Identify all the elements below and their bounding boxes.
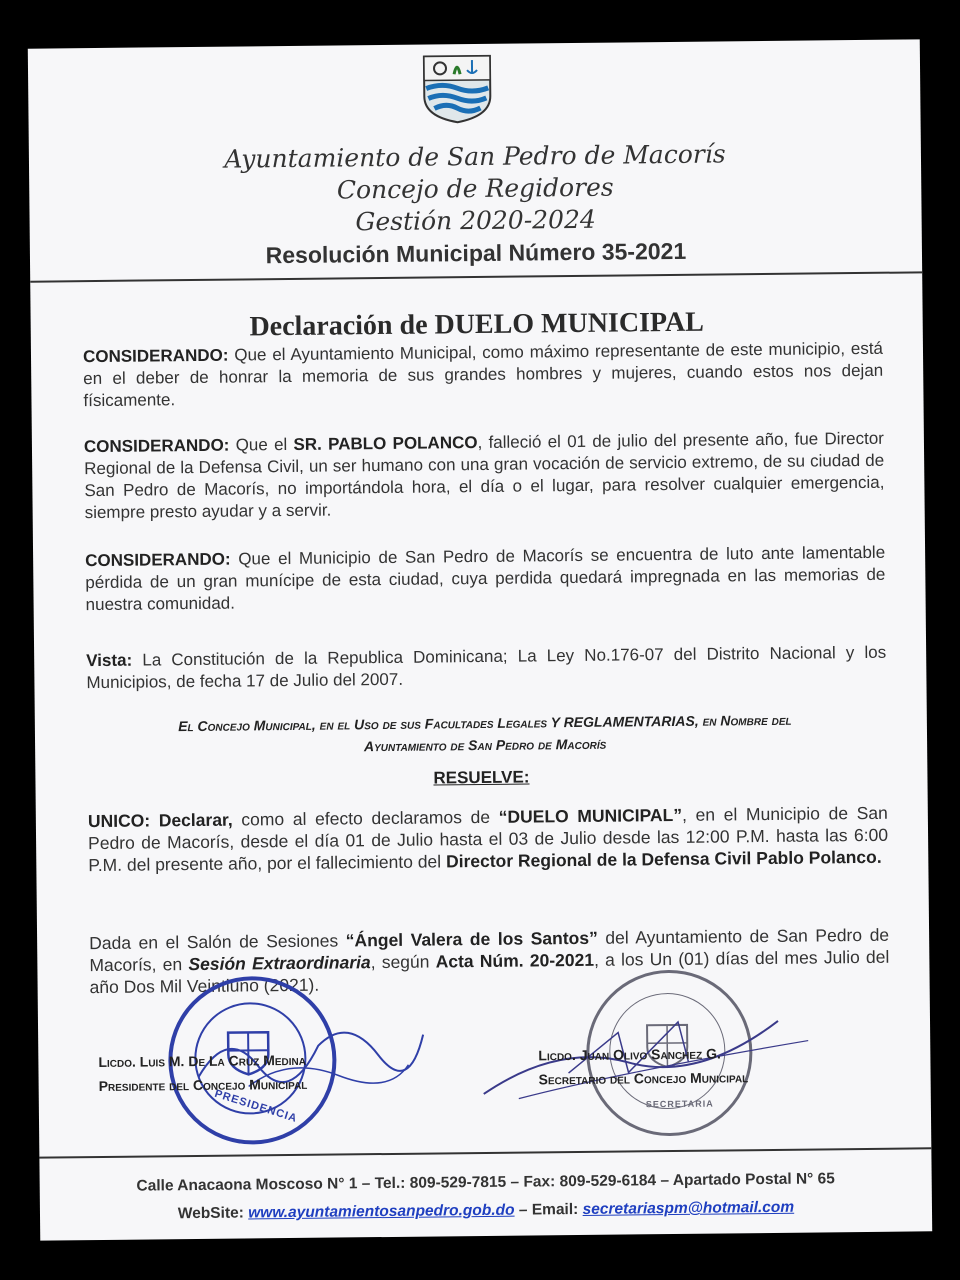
secretary-name: Licdo. Juan Olivo Sanchez G. — [538, 1045, 721, 1064]
deceased-name: SR. PABLO POLANCO — [293, 433, 478, 454]
council-statement — [75, 708, 895, 761]
duelo-quote: “DUELO MUNICIPAL” — [498, 804, 683, 827]
dada-text: , según — [370, 951, 430, 973]
considerando-text: Que el Municipio de San Pedro de Macorís se encuentra de luto ante lamentable pérdida de un gran munícipe de esta ciudad, cuya perdida quedará impregnada en las memorias de nuestra comunidad. — [85, 542, 886, 615]
council-statement-line2: Ayuntamiento de San Pedro de Macorís — [363, 735, 607, 755]
considerando-label: CONSIDERANDO: — [85, 549, 231, 571]
footer-address: Calle Anacaona Moscoso N° 1 – Tel.: 809-529-7815 – Fax: 809-529-6184 – Apartado Postal N° 65 — [136, 1170, 835, 1195]
header-council: Concejo de Regidores — [336, 172, 614, 205]
president-title: Presidente del Concejo Municipal — [98, 1075, 308, 1095]
unico-text: , en el Municipio de San Pedro de Macorís, desde el día 01 de Julio hasta el 03 de Julio desde las 12:00 P.M. hasta las 6:00 P.M. del presente año, por el fallecimiento del — [88, 802, 889, 876]
header-term: Gestión 2020-2024 — [355, 204, 596, 237]
vista-paragraph — [86, 642, 886, 694]
unico-paragraph — [88, 802, 889, 876]
sesion-type: Sesión Extraordinaria — [188, 952, 371, 975]
footer-divider — [39, 1147, 931, 1158]
secretary-title: Secretario del Concejo Municipal — [538, 1069, 749, 1088]
unico-text: como al efecto declaramos de — [241, 806, 491, 830]
considerando-2 — [84, 428, 885, 524]
considerando-text: Que el — [235, 435, 288, 455]
considerando-text: Que el Ayuntamiento Municipal, como máximo representante de este municipio, está en el deber de honrar la memoria de sus grandes hombres y mujeres, cuando estos nos dejan físicamente. — [83, 338, 884, 411]
municipal-crest-logo — [420, 52, 495, 125]
dada-text: del Ayuntamiento de San Pedro de Macorís, en — [89, 924, 890, 976]
document-title: Declaración de DUELO MUNICIPAL — [249, 306, 705, 343]
stamp-word: PRESIDENCIA — [213, 1087, 299, 1125]
footer-contact — [40, 1197, 932, 1224]
resuelve-heading: RESUELVE: — [433, 767, 530, 788]
website-link[interactable]: www.ayuntamientosanpedro.gob.do — [248, 1201, 515, 1222]
header-municipality: Ayuntamiento de San Pedro de Macorís — [224, 139, 726, 174]
vista-label: Vista: — [86, 650, 133, 671]
email-link[interactable]: secretariaspm@hotmail.com — [582, 1198, 795, 1218]
resolution-number: Resolución Municipal Número 35-2021 — [265, 237, 687, 269]
website-label: WebSite: — [177, 1204, 244, 1223]
email-label: – Email: — [518, 1201, 579, 1219]
council-statement-line1: El Concejo Municipal, en el Uso de sus Facultades Legales Y REGLAMENTARIAS, en Nombre del — [178, 711, 792, 735]
secretary-signature-block — [538, 1041, 748, 1091]
president-name: Licdo. Luis M. De La Cruz Medina — [98, 1051, 307, 1071]
president-signature-block — [98, 1048, 307, 1098]
unico-bold-end: Director Regional de la Defensa Civil Pablo Polanco. — [445, 846, 882, 872]
considerando-text: , falleció el 01 de julio del presente año, fue Director Regional de la Defensa Civil, un ser humano con una gran vocación de servicio extremo, de su ciudad de San Pedro de Macorís, no importándola hora, el día o el lugar, para resolver cualquier emergencia, siempre presto ayudar y a servir. — [84, 428, 885, 523]
stamp-word: SECRETARIA — [645, 1098, 714, 1110]
dada-text: Dada en el Salón de Sesiones — [89, 930, 339, 954]
salon-name: “Ángel Valera de los Santos” — [345, 927, 598, 951]
document-page — [28, 39, 932, 1240]
considerando-label: CONSIDERANDO: — [83, 435, 230, 457]
acta-number: Acta Núm. 20-2021 — [435, 949, 595, 972]
dada-text: , a los Un (01) días del mes Julio del año Dos Mil Veintiuno (2021). — [89, 946, 890, 998]
unico-label: UNICO: Declarar, — [87, 809, 233, 832]
considerando-3 — [85, 542, 886, 616]
considerando-label: CONSIDERANDO: — [82, 345, 229, 367]
considerando-1 — [83, 338, 884, 412]
header-divider — [30, 271, 922, 282]
vista-text: La Constitución de la Republica Dominicana; La Ley No.176-07 del Distrito Nacional y los Municipios, de fecha 17 de Julio del 2007. — [86, 642, 887, 693]
